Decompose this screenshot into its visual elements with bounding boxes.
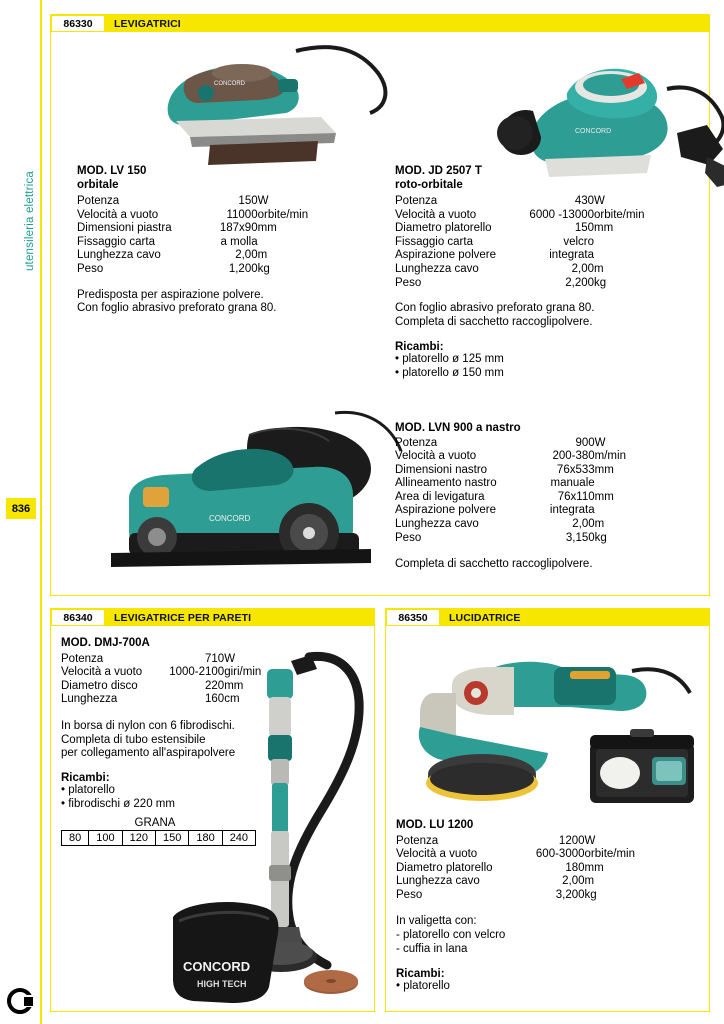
ricambi-title-jd2507t: Ricambi: — [395, 340, 444, 353]
note-dmj700a-2: Completa di tubo estensibile — [61, 733, 206, 746]
spec-row: Velocità a vuoto 200-380 m/min — [395, 450, 626, 463]
spec-row: Peso 3,150 kg — [395, 531, 607, 544]
spec-row: Diametro disco 220 mm — [61, 679, 244, 692]
spec-row: Fissaggio carta a molla — [77, 235, 258, 248]
spec-row: Diametro platorello 150 mm — [395, 222, 614, 235]
spec-row: Peso 2,200 kg — [395, 276, 607, 289]
panel-86330-title: LEVIGATRICI — [114, 17, 181, 30]
svg-text:CONCORD: CONCORD — [209, 514, 251, 523]
spec-table-lu1200 — [396, 835, 635, 903]
spec-row: Velocità a vuoto 1000-2100 giri/min — [61, 666, 262, 679]
grana-cell: 120 — [122, 830, 155, 845]
spec-row: Lunghezza cavo 2,00 m — [395, 518, 605, 531]
spec-table-jd2507t — [395, 195, 645, 290]
spec-row: Potenza 430 W — [395, 195, 605, 207]
spec-row: Fissaggio carta velcro — [395, 235, 595, 248]
product-model-dmj700a: MOD. DMJ-700A — [61, 637, 150, 649]
spec-table-lv150 — [77, 195, 308, 277]
left-margin-rail — [0, 0, 44, 1024]
grana-cell: 180 — [189, 830, 222, 845]
panel-86330 — [50, 14, 710, 596]
spec-row: Aspirazione polvere integrata — [395, 249, 595, 262]
grana-row — [62, 830, 256, 845]
panel-86330-code: 86330 — [51, 15, 105, 32]
page-number-tab: 836 — [6, 498, 36, 519]
product-model-lv150: MOD. LV 150 — [77, 165, 147, 177]
spec-row: Diametro platorello 180 mm — [396, 861, 604, 874]
ricambi-title-dmj700a: Ricambi: — [61, 772, 110, 785]
grana-label: GRANA — [134, 816, 176, 829]
spec-row: Aspirazione polvere integrata — [395, 504, 595, 517]
ricambi-item: • platorello ø 125 mm — [395, 352, 504, 365]
grana-table-wrap — [61, 817, 249, 846]
panel-86340-code: 86340 — [51, 609, 105, 626]
product-model-lvn900: MOD. LVN 900 a nastro — [395, 422, 521, 434]
product-image-lu1200 — [394, 631, 704, 831]
panel-86340 — [50, 608, 375, 1012]
grana-table — [61, 830, 256, 846]
note-dmj700a-1: In borsa di nylon con 6 fibrodischi. — [61, 719, 235, 732]
spec-row: Velocità a vuoto 11000 orbite/min — [77, 208, 309, 221]
spec-table-lvn900 — [395, 437, 626, 546]
panel-86350-title: LUCIDATRICE — [449, 611, 521, 624]
spec-row: Dimensioni nastro 76x533 mm — [395, 463, 614, 476]
concord-logo-icon — [7, 988, 33, 1014]
spec-row: Potenza 900 W — [395, 436, 606, 449]
note-jd2507t-2: Completa di sacchetto raccoglipolvere. — [395, 315, 593, 328]
note-lv150-1: Predisposta per aspirazione polvere. — [77, 288, 264, 301]
panel-86350-header — [386, 609, 709, 626]
spec-row: Potenza 150 W — [77, 195, 269, 207]
panel-86350 — [385, 608, 710, 1012]
product-image-lvn900 — [99, 403, 429, 583]
panel-86350-code: 86350 — [386, 609, 440, 626]
grana-cell: 80 — [62, 830, 89, 845]
spec-row: Velocità a vuoto 600-3000 orbite/min — [396, 848, 636, 861]
product-image-lv150 — [146, 33, 396, 173]
spec-row: Potenza 1200 W — [396, 834, 596, 847]
grana-cell: 100 — [89, 830, 122, 845]
ricambi-item: • platorello — [61, 784, 115, 797]
panel-86340-title: LEVIGATRICE PER PARETI — [114, 611, 252, 624]
grana-cell: 150 — [155, 830, 188, 845]
ricambi-item: • platorello — [396, 979, 450, 992]
spec-row: Allineamento nastro manuale — [395, 477, 595, 490]
note-lu1200-1: In valigetta con: — [396, 915, 477, 928]
note-lvn900-1: Completa di sacchetto raccoglipolvere. — [395, 558, 593, 571]
spec-row: Lunghezza 160 cm — [61, 693, 240, 706]
spec-row: Lunghezza cavo 2,00 m — [395, 262, 604, 275]
spec-row: Peso 1,200 kg — [77, 262, 270, 275]
spec-row: Dimensioni piastra 187x90 mm — [77, 222, 277, 235]
rail-divider — [40, 0, 42, 1024]
spec-row: Area di levigatura 76x110 mm — [395, 490, 614, 503]
svg-text:CONCORD: CONCORD — [214, 81, 245, 87]
note-lu1200-3: - cuffia in lana — [396, 943, 468, 956]
section-vertical-label: utensileria elettrica — [24, 170, 36, 272]
product-model-jd2507t: MOD. JD 2507 T — [395, 165, 482, 177]
svg-text:CONCORD: CONCORD — [183, 959, 251, 974]
spec-table-dmj700a — [61, 653, 261, 707]
spec-row: Potenza 710 W — [61, 652, 236, 665]
spec-row: Peso 3,200 kg — [396, 888, 597, 901]
spec-row: Lunghezza cavo 2,00 m — [77, 249, 268, 262]
note-lu1200-2: - platorello con velcro — [396, 929, 506, 942]
product-subtitle-lv150: orbitale — [77, 178, 119, 191]
ricambi-item: • fibrodischi ø 220 mm — [61, 798, 175, 811]
spec-row: Velocità a vuoto 6000 -13000 orbite/min — [395, 208, 645, 221]
ricambi-title-lu1200: Ricambi: — [396, 967, 445, 980]
panel-86340-header — [51, 609, 374, 626]
svg-text:CONCORD: CONCORD — [575, 128, 612, 135]
spec-row: Lunghezza cavo 2,00 m — [396, 875, 595, 888]
product-model-lu1200: MOD. LU 1200 — [396, 819, 474, 831]
product-subtitle-jd2507t: roto-orbitale — [395, 178, 463, 191]
note-jd2507t-1: Con foglio abrasivo preforato grana 80. — [395, 302, 595, 315]
panel-86330-header — [51, 15, 709, 32]
ricambi-item: • platorello ø 150 mm — [395, 366, 504, 379]
svg-text:HIGH TECH: HIGH TECH — [197, 979, 247, 989]
note-dmj700a-3: per collegamento all'aspirapolvere — [61, 747, 236, 760]
note-lv150-2: Con foglio abrasivo preforato grana 80. — [77, 302, 277, 315]
grana-cell: 240 — [222, 830, 255, 845]
